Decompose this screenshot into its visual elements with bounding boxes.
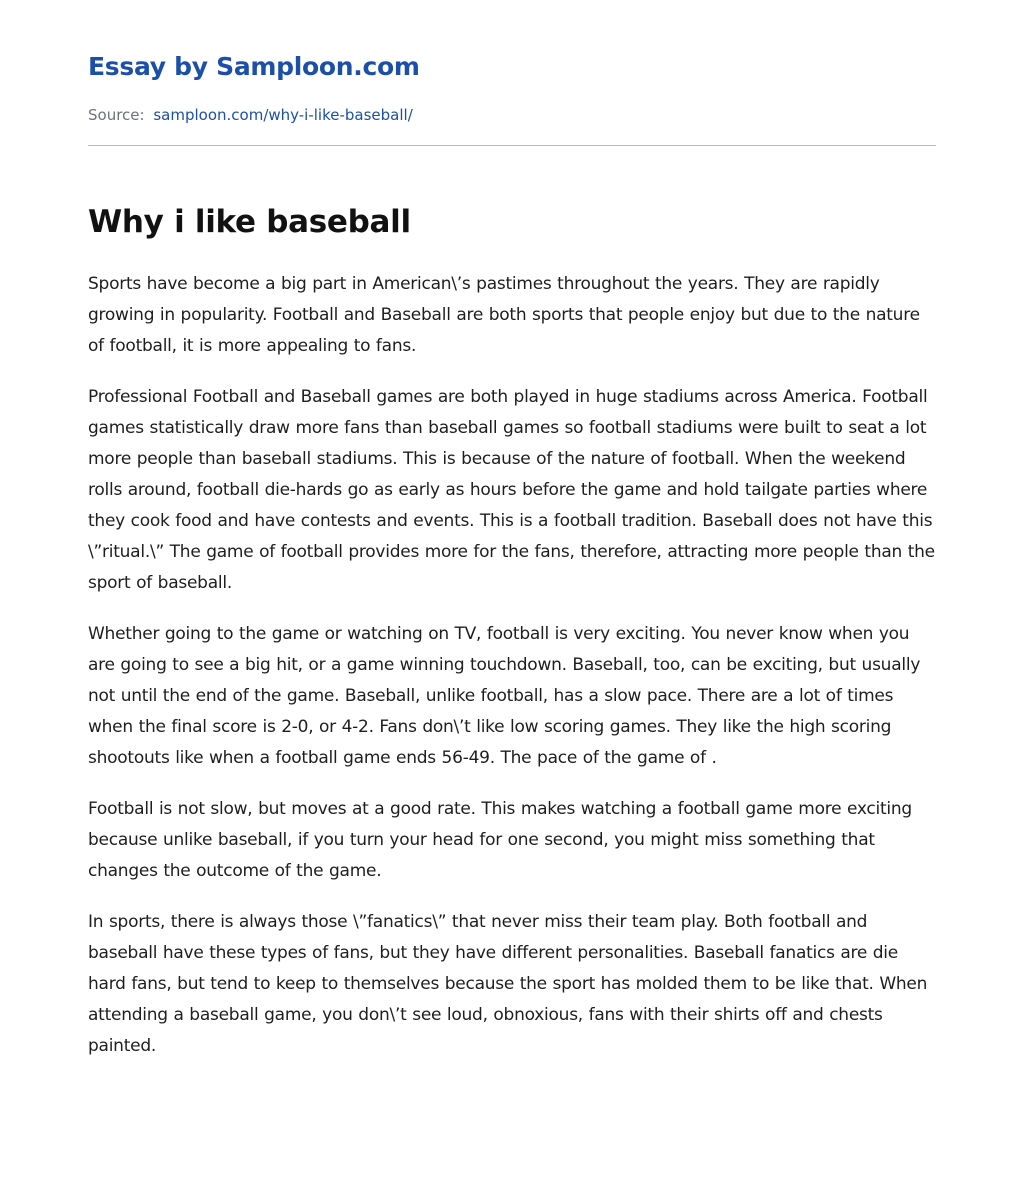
source-link[interactable]: samploon.com/why-i-like-baseball/	[153, 106, 413, 124]
source-label: Source:	[88, 106, 145, 124]
essay-title: Why i like baseball	[88, 204, 411, 240]
paragraph: Professional Football and Baseball games are both played in huge stadiums across America. Football games statistically draw more fans than baseball games so football stadiums were built to seat a lot more people than baseball stadiums. This is because of the nature of football. When the weekend rolls around, football die-hards go as early as hours before the game and hold tailgate parties where they cook food and have contests and events. This is a football tradition. Baseball does not have this \”ritual.\” The game of football provides more for the fans, therefore, attracting more people than the sport of baseball.	[88, 387, 935, 593]
paragraph: Sports have become a big part in American\’s pastimes throughout the years. They are rapidly growing in popularity. Football and Baseball are both sports that people enjoy but due to the nature of football, it is more appealing to fans.	[88, 274, 920, 356]
paragraph: Football is not slow, but moves at a good rate. This makes watching a football game more exciting because unlike baseball, if you turn your head for one second, you might miss something that changes the outcome of the game.	[88, 799, 912, 881]
header-divider	[88, 145, 936, 146]
paragraph: In sports, there is always those \”fanatics\” that never miss their team play. Both football and baseball have these types of fans, but they have different personalities. Baseball fanatics are die hard fans, but tend to keep to themselves because the sport has molded them to be like that. When attending a baseball game, you don\’t see loud, obnoxious, fans with their shirts off and chests painted.	[88, 912, 928, 1056]
paragraph: Whether going to the game or watching on TV, football is very exciting. You never know when you are going to see a big hit, or a game winning touchdown. Baseball, too, can be exciting, but usually not until the end of the game. Baseball, unlike football, has a slow pace. There are a lot of times when the final score is 2-0, or 4-2. Fans don\’t like low scoring games. They like the high scoring shootouts like when a football game ends 56-49. The pace of the game of .	[88, 624, 921, 768]
essay-body	[88, 269, 936, 1082]
site-brand: Essay by Samploon.com	[88, 52, 420, 81]
source-line	[88, 106, 413, 124]
